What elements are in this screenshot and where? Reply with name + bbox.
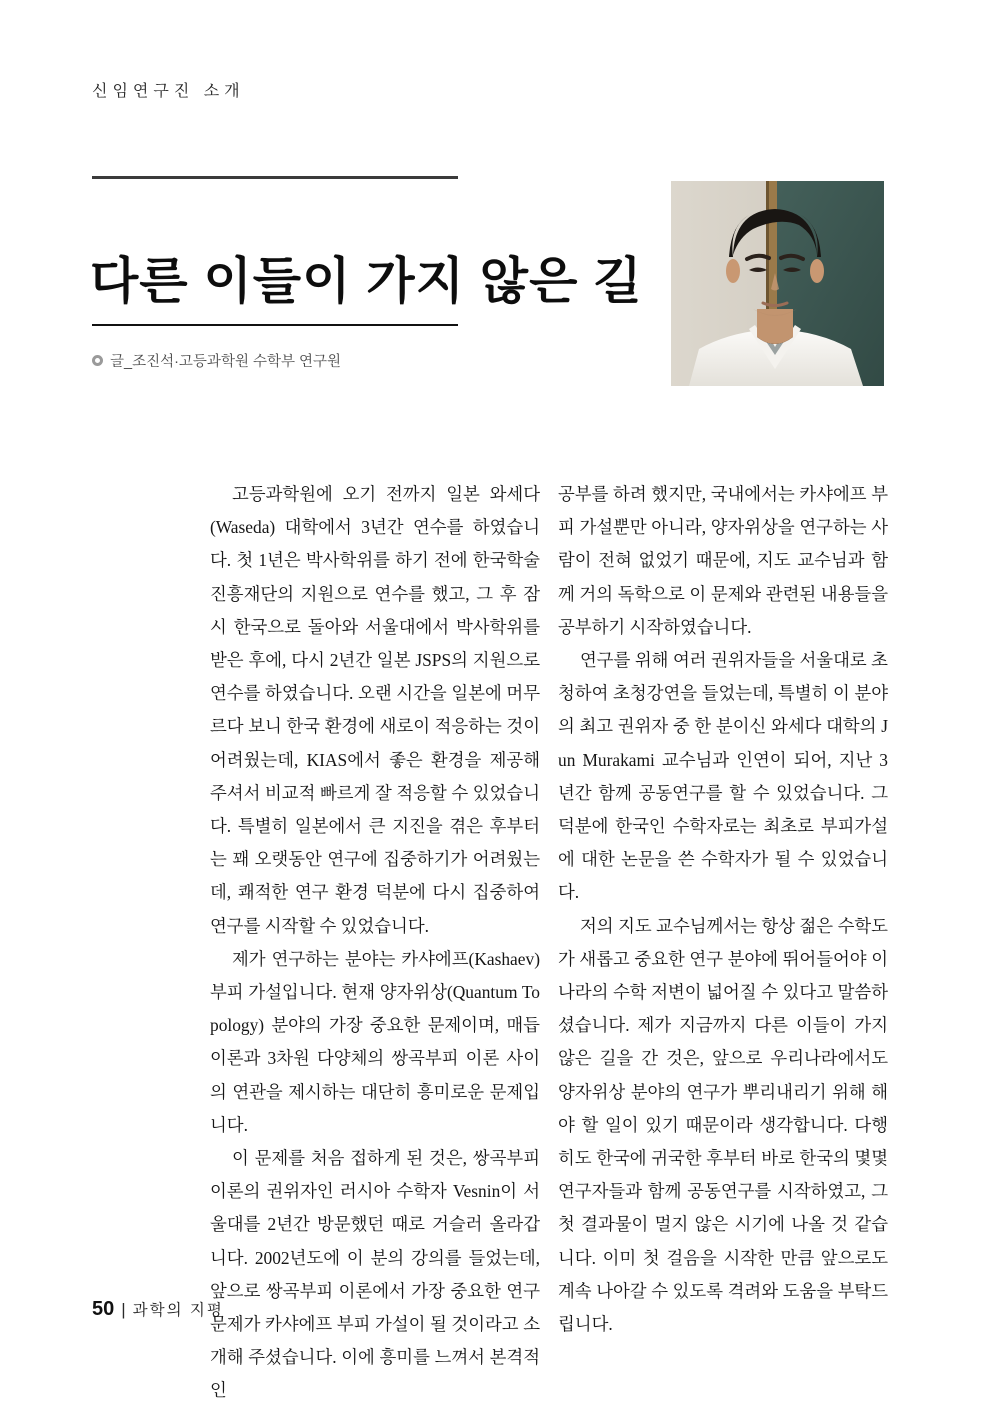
byline xyxy=(92,350,341,371)
paragraph: 연구를 위해 여러 권위자들을 서울대로 초청하여 초청강연을 들었는데, 특별히 이 분야의 최고 권위자 중 한 분이신 와세다 대학의 Jun Murakami 교수님과 인연이 되어, 지난 3년간 함께 공동연구를 할 수 있었습니다. 그 덕분에 한국인 수학자로는 최초로 부피가설에 대한 논문을 쓴 수학자가 될 수 있었습니다. xyxy=(558,650,888,903)
section-kicker: 신임연구진 소개 xyxy=(92,83,245,100)
page-number: 50 xyxy=(92,1298,115,1320)
title-rule-top xyxy=(92,176,458,179)
paragraph: 저의 지도 교수님께서는 항상 젊은 수학도가 새롭고 중요한 연구 분야에 뛰어들어야 이 나라의 수학 저변이 넓어질 수 있다고 말씀하셨습니다. 제가 지금까지 다른 이들이 가지 않은 길을 간 것은, 앞으로 우리나라에서도 양자위상 분야의 연구가 뿌리내리기 위해 해야 할 일이 있기 때문이라 생각합니다. 다행히도 한국에 귀국한 후부터 바로 한국의 몇몇 연구자들과 함께 공동연구를 시작하였고, 그 첫 결과물이 멀지 않은 시기에 나올 것 같습니다. 이미 첫 걸음을 시작한 만큼 앞으로도 계속 나아갈 수 있도록 격려와 도움을 부탁드립니다. xyxy=(558,915,888,1335)
body-column-left xyxy=(210,478,540,1408)
page-footer xyxy=(92,1298,224,1321)
byline-text: 글_조진석·고등과학원 수학부 연구원 xyxy=(110,354,342,370)
paragraph: 고등과학원에 오기 전까지 일본 와세다(Waseda) 대학에서 3년간 연수를 하였습니다. 첫 1년은 박사학위를 하기 전에 한국학술진흥재단의 지원으로 연수를 했고, 그 후 잠시 한국으로 돌아와 서울대에서 박사학위를 받은 후에, 다시 2년간 일본 JSPS의 지원으로 연수를 하였습니다. 오랜 시간을 일본에 머무르다 보니 한국 환경에 새로이 적응하는 것이 어려웠는데, KIAS에서 좋은 환경을 제공해 주셔서 비교적 빠르게 잘 적응할 수 있었습니다. 특별히 일본에서 큰 지진을 겪은 후부터는 꽤 오랫동안 연구에 집중하기가 어려웠는데, 쾌적한 연구 환경 덕분에 다시 집중하여 연구를 시작할 수 있었습니다. xyxy=(210,484,540,936)
paragraph: 제가 연구하는 분야는 카샤에프(Kashaev) 부피 가설입니다. 현재 양자위상(Quantum Topology) 분야의 가장 중요한 문제이며, 매듭 이론과 3차원 다양체의 쌍곡부피 이론 사이의 연관을 제시하는 대단히 흥미로운 문제입니다. xyxy=(210,948,540,1135)
title-rule-bottom xyxy=(92,324,458,326)
article-title: 다른 이들이 가지 않은 길 xyxy=(90,252,643,309)
ring-bullet-icon xyxy=(92,355,103,366)
footer-separator: | xyxy=(121,1300,126,1319)
author-portrait-photo xyxy=(671,181,884,386)
paragraph: 이 문제를 처음 접하게 된 것은, 쌍곡부피 이론의 권위자인 러시아 수학자 Vesnin이 서울대를 2년간 방문했던 때로 거슬러 올라갑니다. 2002년도에 이 분의 강의를 들었는데, 앞으로 쌍곡부피 이론에서 가장 중요한 연구 문제가 카샤에프 부피 가설이 될 것이라고 소개해 주셨습니다. 이에 흥미를 느껴서 본격적인 xyxy=(210,1148,540,1401)
body-column-right xyxy=(558,478,888,1341)
publication-name: 과학의 지평 xyxy=(132,1302,224,1319)
paragraph: 공부를 하려 했지만, 국내에서는 카샤에프 부피 가설뿐만 아니라, 양자위상을 연구하는 사람이 전혀 없었기 때문에, 지도 교수님과 함께 거의 독학으로 이 문제와 관련된 내용들을 공부하기 시작하였습니다. xyxy=(558,484,888,637)
